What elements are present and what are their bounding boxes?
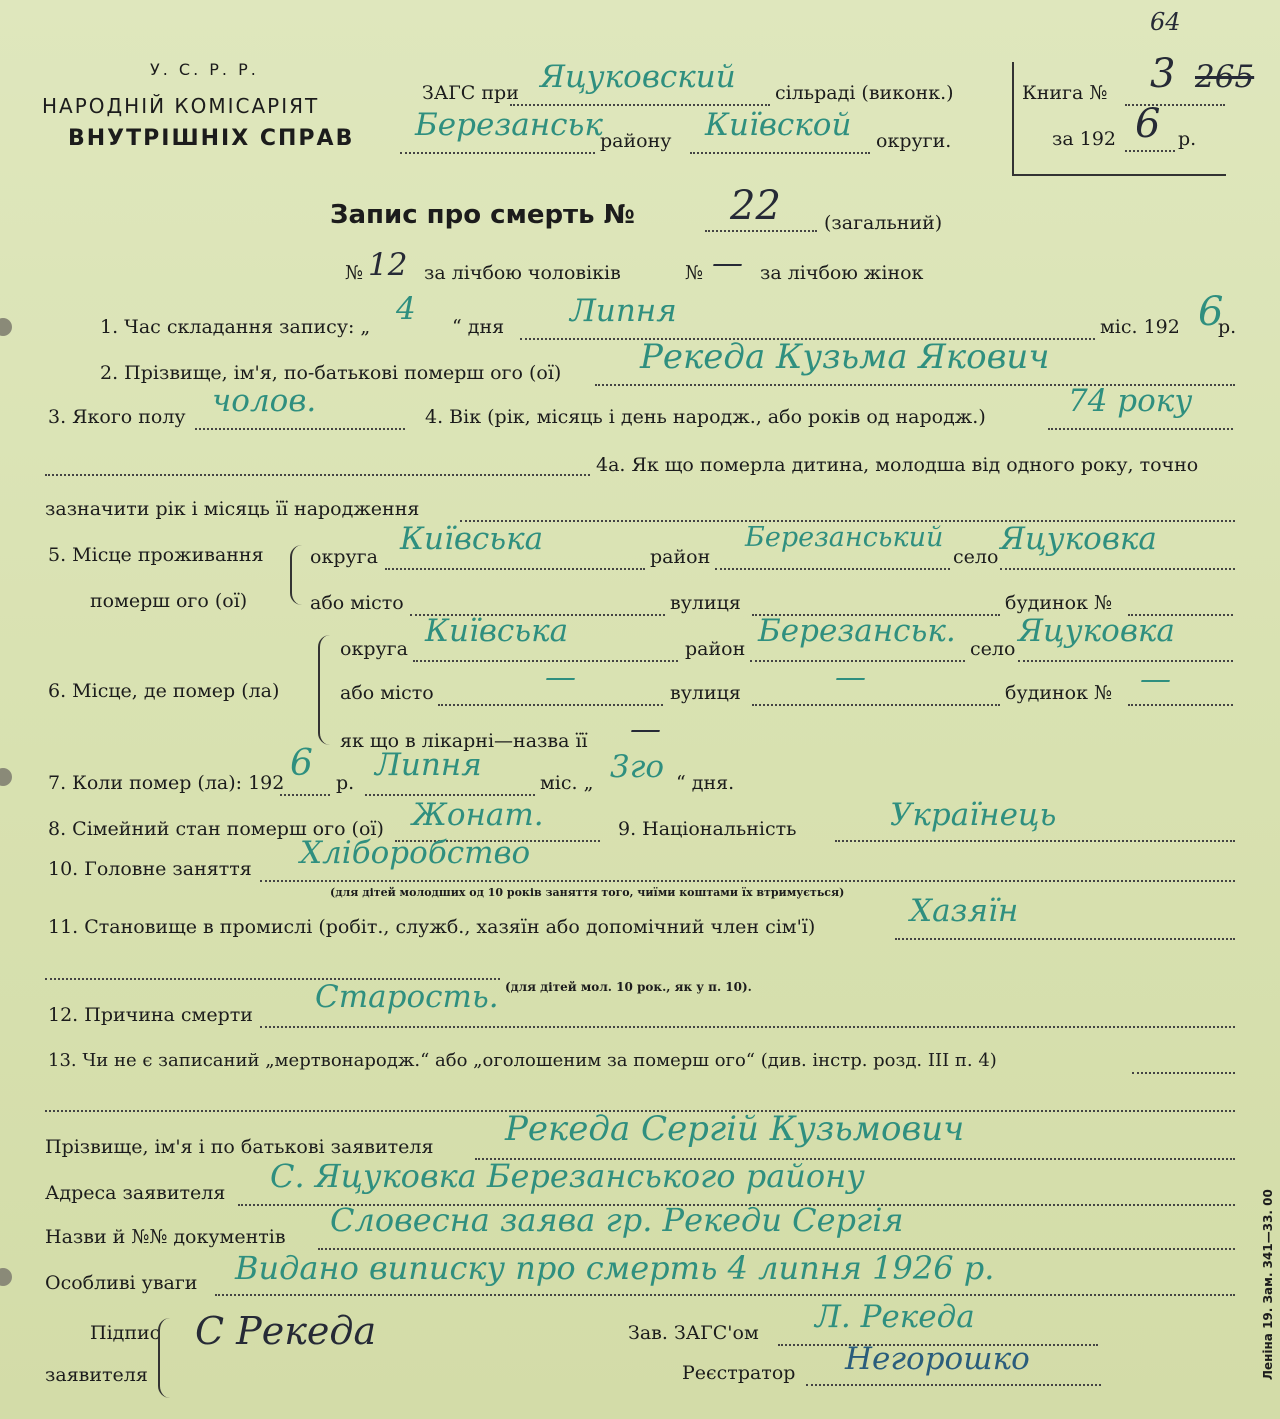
year-value: 6 — [1135, 101, 1161, 147]
f6-selo-value: Яцуковка — [1018, 613, 1175, 649]
women-prefix: № — [685, 262, 703, 284]
f1-suffix: міс. 192 — [1100, 316, 1180, 338]
f6-budynok-label: будинок № — [1005, 682, 1112, 704]
f3-label: 3. Якого полу — [48, 406, 186, 428]
f1-year: 6 — [1198, 289, 1224, 335]
f6-vulytsia-label: вулиця — [670, 682, 741, 704]
dotted-line — [690, 152, 870, 154]
f4a-label2: зазначити рік і місяць її народження — [45, 498, 420, 520]
dotted-line — [385, 568, 645, 570]
f8-label: 8. Сімейний стан померш ого (ої) — [48, 818, 384, 840]
f5-rayon-label: район — [650, 546, 711, 568]
f1-label: 1. Час складання запису: „ — [100, 316, 371, 338]
record-title: Запис про смерть № — [330, 200, 635, 230]
brace — [318, 635, 332, 745]
dotted-line — [806, 1384, 1101, 1386]
f10-note: (для дітей молодших од 10 років заняття того, чиїми коштами їх втримується) — [330, 886, 845, 899]
ussr-heading: У. С. Р. Р. — [150, 60, 259, 79]
f12-value: Старость. — [315, 979, 499, 1015]
f1-mid: “ дня — [452, 316, 505, 338]
documents-label: Назви й №№ документів — [45, 1226, 286, 1248]
dotted-line — [260, 1026, 1235, 1028]
applicant-address-value: С. Яцуковка Березанського району — [270, 1157, 865, 1195]
f7-mis-label: міс. „ — [540, 772, 594, 794]
year-suffix: р. — [1178, 128, 1197, 150]
dotted-line — [260, 880, 1235, 882]
book-box — [1012, 62, 1226, 176]
page-number: 64 — [1150, 8, 1181, 36]
f6-likarnia-label: як що в лікарні—назва її — [340, 730, 588, 752]
year-label: за 192 — [1052, 128, 1116, 150]
f6-likarnia-value: — — [630, 711, 661, 747]
dotted-line — [715, 568, 950, 570]
dotted-line — [1048, 428, 1233, 430]
dotted-line — [1018, 660, 1233, 662]
dotted-line — [438, 704, 663, 706]
district-value: Березанськ — [415, 107, 603, 143]
book-label: Книга № — [1022, 82, 1108, 104]
dotted-line — [45, 474, 590, 476]
zags-head-label: Зав. ЗАГС'ом — [628, 1322, 759, 1344]
f3-value: чолов. — [212, 383, 317, 419]
dotted-line — [195, 428, 405, 430]
brace — [290, 545, 304, 605]
f6-rayon-value: Березанськ. — [758, 613, 956, 649]
f7-day: 3го — [610, 749, 665, 785]
dotted-line — [1132, 1072, 1235, 1074]
f6-misto-label: або місто — [340, 682, 434, 704]
dotted-line — [400, 152, 595, 154]
side-print-text: Леніна 19. Зам. 341—33. 00 — [1261, 1189, 1275, 1380]
f6-okruga-value: Київська — [425, 613, 569, 649]
women-count-value: — — [712, 245, 743, 281]
zags-value: Яцуковский — [540, 59, 736, 95]
f7-year: 6 — [290, 743, 313, 784]
f6-vulytsia-value: — — [835, 659, 866, 695]
silradi-label: сільраді (виконк.) — [775, 82, 954, 104]
ministry-line2: ВНУТРІШНІХ СПРАВ — [68, 126, 355, 151]
zags-label: ЗАГС при — [422, 82, 519, 104]
f6-selo-label: село — [970, 638, 1016, 660]
record-number: 22 — [730, 183, 781, 229]
men-label: за лічбою чоловіків — [424, 262, 621, 284]
f2-label: 2. Прізвище, ім'я, по-батькові померш ого (ої) — [100, 362, 562, 384]
f9-label: 9. Національність — [618, 818, 797, 840]
f10-value: Хліборобство — [300, 835, 531, 871]
f10-label: 10. Головне заняття — [48, 858, 252, 880]
f1-end: р. — [1218, 316, 1237, 338]
f5-rayon-value: Березанський — [745, 522, 944, 553]
f7-dnia-label: “ дня. — [676, 772, 735, 794]
registrar-label: Реєстратор — [682, 1362, 796, 1384]
applicant-address-label: Адреса заявителя — [45, 1182, 226, 1204]
ministry-line1: НАРОДНІЙ КОМІСАРІЯТ — [42, 94, 320, 118]
dotted-line — [835, 840, 1235, 842]
zags-head-signature: Л. Рекеда — [815, 1299, 975, 1335]
remarks-value: Видано виписку про смерть 4 липня 1926 р. — [235, 1249, 995, 1287]
f9-value: Українець — [890, 797, 1057, 833]
dotted-line — [895, 938, 1235, 940]
f6-budynok-value: — — [1140, 661, 1171, 697]
women-label: за лічбою жінок — [760, 262, 924, 284]
f5-budynok-label: будинок № — [1005, 592, 1112, 614]
dotted-line — [1000, 568, 1235, 570]
f13-label: 13. Чи не є записаний „мертвонародж.“ або „оголошеним за померш ого“ (див. інстр. розд. III п. 4) — [48, 1050, 997, 1071]
f11-value: Хазяїн — [910, 893, 1019, 929]
okrugy-label: округи. — [876, 130, 952, 152]
registrar-signature: Негорошко — [845, 1341, 1030, 1377]
dotted-line — [1128, 704, 1233, 706]
f4-value: 74 року — [1068, 383, 1193, 419]
f5-selo-label: село — [953, 546, 999, 568]
dotted-line — [752, 704, 1000, 706]
f5-selo-value: Яцуковка — [1000, 521, 1157, 557]
men-prefix: № — [345, 262, 363, 284]
f7-label: 7. Коли помер (ла): 192 — [48, 772, 285, 794]
signature-label-line2: заявителя — [45, 1364, 148, 1386]
f7-r-label: р. — [336, 772, 355, 794]
rayonu-label: району — [600, 130, 672, 152]
record-suffix: (загальний) — [824, 212, 943, 234]
f5-misto-label: або місто — [310, 592, 404, 614]
dotted-line — [365, 794, 535, 796]
punch-hole — [0, 318, 12, 336]
men-count-value: 12 — [368, 247, 408, 283]
f4-label: 4. Вік (рік, місяць і день народж., або років од народж.) — [425, 406, 986, 428]
f2-value: Рекеда Кузьма Якович — [640, 337, 1050, 377]
f8-value: Жонат. — [412, 797, 544, 833]
f11-note: (для дітей мол. 10 рок., як у п. 10). — [505, 980, 752, 994]
f1-day: 4 — [396, 291, 416, 327]
punch-hole — [0, 1268, 12, 1286]
dotted-line — [510, 104, 770, 106]
book-value: 3 — [1150, 51, 1176, 97]
dotted-line — [1125, 150, 1175, 152]
dotted-line — [215, 1294, 1235, 1296]
applicant-name-label: Прізвище, ім'я і по батькові заявителя — [45, 1136, 434, 1158]
f5-vulytsia-label: вулиця — [670, 592, 741, 614]
brace — [158, 1318, 172, 1398]
f5-label2: померш ого (ої) — [90, 590, 248, 612]
applicant-signature: С Рекеда — [195, 1309, 377, 1353]
f5-label1: 5. Місце проживання — [48, 544, 264, 566]
f5-okruga-label: округа — [310, 546, 378, 568]
f12-label: 12. Причина смерти — [48, 1004, 253, 1026]
dotted-line — [705, 230, 817, 232]
signature-label-line1: Підпис — [90, 1322, 161, 1344]
f7-month: Липня — [375, 747, 482, 783]
remarks-label: Особливі уваги — [45, 1272, 198, 1294]
f11-label: 11. Становище в промислі (робіт., служб., хазяїн або допомічний член сім'ї) — [48, 916, 816, 938]
f4a-label: 4а. Як що померла дитина, молодша від одного року, точно — [596, 454, 1199, 476]
f5-okruga-value: Київська — [400, 521, 544, 557]
book-struck-value: 265 — [1195, 59, 1255, 95]
f1-month: Липня — [570, 293, 677, 329]
f6-okruga-label: округа — [340, 638, 408, 660]
applicant-name-value: Рекеда Сергій Кузьмович — [505, 1109, 965, 1149]
dotted-line — [280, 794, 330, 796]
f6-misto-value: — — [545, 659, 576, 695]
documents-value: Словесна заява гр. Рекеди Сергія — [330, 1201, 904, 1239]
f6-label: 6. Місце, де помер (ла) — [48, 680, 280, 702]
punch-hole — [0, 768, 12, 786]
f6-rayon-label: район — [685, 638, 746, 660]
okrug-value: Київской — [705, 107, 852, 143]
